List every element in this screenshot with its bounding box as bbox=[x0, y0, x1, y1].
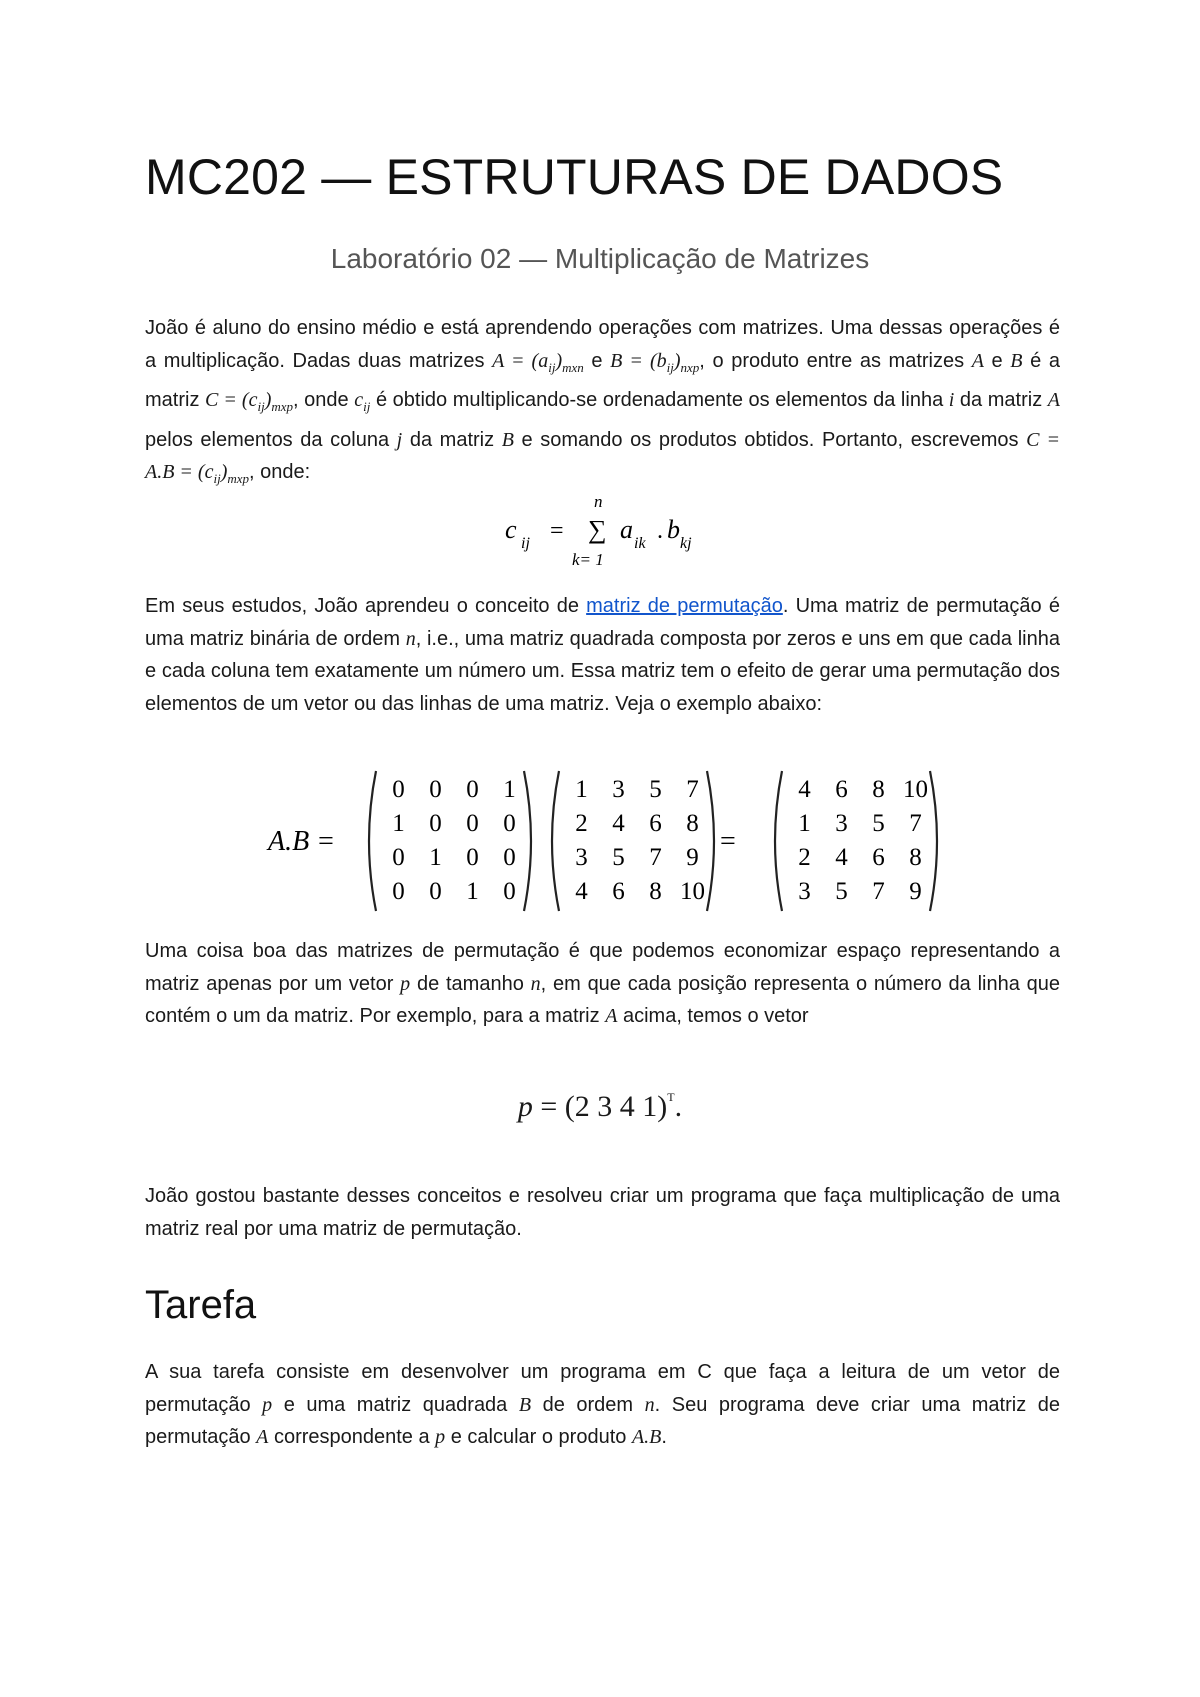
closing-paragraph: João gostou bastante desses conceitos e resolveu criar um programa que faça multiplicação de uma matriz real por uma matriz de permutação. bbox=[145, 1185, 1060, 1240]
matrix-b-cell: 6 bbox=[612, 878, 625, 905]
matrix-c-cell: 9 bbox=[909, 878, 922, 905]
formula-term1: a bbox=[620, 515, 633, 544]
matrix-c-cell: 8 bbox=[872, 776, 885, 803]
intro-text: João é aluno do ensino médio e está aprendendo operações com matrizes. Uma dessas operações é a multiplicação. Dadas duas matrizes bbox=[145, 317, 1060, 372]
matrix-b-cell: 4 bbox=[575, 878, 588, 905]
formula-term2-sub: kj bbox=[680, 535, 692, 552]
matrix-a-cell: 0 bbox=[392, 776, 405, 803]
matrix-b-cell: 2 bbox=[575, 810, 588, 837]
a-left-bracket bbox=[369, 771, 376, 911]
section-heading-tarefa: Tarefa bbox=[145, 1283, 257, 1327]
sigma-symbol: ∑ bbox=[588, 515, 607, 544]
math-inline: $C = A.B = (c_{ij})_{mxp}$ bbox=[145, 428, 1061, 486]
matrix-b-cell: 9 bbox=[686, 844, 699, 871]
example-label: A.B = bbox=[268, 826, 336, 857]
matrix-a-cell: 1 bbox=[429, 844, 442, 871]
matrix-a-cell: 0 bbox=[466, 844, 479, 871]
b-left-bracket bbox=[552, 771, 559, 911]
matrix-c-cell: 4 bbox=[835, 844, 848, 871]
c-left-bracket bbox=[775, 771, 782, 911]
matrix-c-cell: 6 bbox=[872, 844, 885, 871]
matrix-c bbox=[775, 771, 937, 911]
matrix-b-cell: 8 bbox=[686, 810, 699, 837]
matrix-b-cell: 3 bbox=[612, 776, 625, 803]
matrix-b-cell: 1 bbox=[575, 776, 588, 803]
matrix-b bbox=[552, 771, 714, 911]
matrix-a-cell: 0 bbox=[503, 810, 516, 837]
matrix-a-cell: 1 bbox=[466, 878, 479, 905]
matrix-b-cell: 6 bbox=[649, 810, 662, 837]
matrix-c-cell: 7 bbox=[909, 810, 922, 837]
matrix-c-cell: 5 bbox=[872, 810, 885, 837]
matrix-b-cell: 10 bbox=[680, 878, 705, 905]
matrix-a bbox=[369, 771, 531, 911]
matrix-b-cell: 5 bbox=[649, 776, 662, 803]
matrix-c-cell: 8 bbox=[909, 844, 922, 871]
b-right-bracket bbox=[707, 771, 714, 911]
matrix-a-cell: 1 bbox=[392, 810, 405, 837]
matrix-a-cell: 0 bbox=[429, 810, 442, 837]
matrix-a-cell: 0 bbox=[466, 810, 479, 837]
permutation-paragraph: Em seus estudos, João aprendeu o conceito de matriz de permutação. Uma matriz de permutação é uma matriz binária de ordem n, i.e., uma matriz quadrada composta por zeros e uns em que cada linha e cada coluna tem exatamente um número um. Essa matriz tem o efeito de gerar uma permutação dos elementos de um vetor ou das linhas de uma matriz. Veja o exemplo abaixo: bbox=[145, 595, 1060, 715]
formula-equals: = bbox=[550, 518, 564, 544]
document-subtitle: Laboratório 02 — Multiplicação de Matrizes bbox=[330, 243, 870, 274]
intro-paragraph: João é aluno do ensino médio e está aprendendo operações com matrizes. Uma dessas operações é a multiplicação. Dadas duas matrizes $A = (a_{ij})_{mxn}$ e $B = (b_{ij})_{nxp}$, o produto entre as matrizes A e B é a matriz $C = (c_{ij})_{mxp}$, onde $c_{ij}$ é obtido multiplicando-se ordenadamente os elementos da linha i da matriz A pelos elementos da coluna j da matriz B e somando os produtos obtidos. Portanto, escrevemos $C = A.B = (c_{ij})_{mxp}$, onde: bbox=[145, 317, 1061, 486]
matrix-a-cell: 0 bbox=[429, 776, 442, 803]
summation-formula bbox=[0, 490, 1200, 570]
matrix-c-cell: 7 bbox=[872, 878, 885, 905]
example-equals: = bbox=[720, 826, 736, 857]
math-inline: $B = (b_{ij})_{nxp}$ bbox=[610, 349, 700, 375]
c-right-bracket bbox=[930, 771, 937, 911]
a-right-bracket bbox=[524, 771, 531, 911]
formula-dot: . bbox=[657, 518, 663, 544]
matrix-b-cell: 7 bbox=[686, 776, 699, 803]
matrix-a-cell: 0 bbox=[392, 844, 405, 871]
matrix-a-cell: 0 bbox=[429, 878, 442, 905]
matrix-c-cell: 1 bbox=[798, 810, 811, 837]
matrix-c-cell: 10 bbox=[903, 776, 928, 803]
matrix-c-cell: 5 bbox=[835, 878, 848, 905]
matrix-c-cell: 3 bbox=[798, 878, 811, 905]
matrix-b-cell: 7 bbox=[649, 844, 662, 871]
permutation-matrix-link[interactable]: matriz de permutação bbox=[586, 595, 783, 617]
matrix-a-cell: 0 bbox=[503, 844, 516, 871]
formula-lower: k= 1 bbox=[572, 550, 604, 569]
matrix-c-cell: 3 bbox=[835, 810, 848, 837]
matrix-c-cell: 6 bbox=[835, 776, 848, 803]
matrix-c-cell: 4 bbox=[798, 776, 811, 803]
formula-term1-sub: ik bbox=[634, 535, 646, 552]
document-title: MC202 — ESTRUTURAS DE DADOS bbox=[145, 149, 1004, 205]
math-inline: $C = (c_{ij})_{mxp}$ bbox=[205, 389, 294, 414]
matrix-example bbox=[0, 765, 1200, 915]
math-inline: $A = (a_{ij})_{mxn}$ bbox=[492, 349, 584, 375]
matrix-b-cell: 3 bbox=[575, 844, 588, 871]
matrix-b-cell: 4 bbox=[612, 810, 625, 837]
matrix-b-cell: 5 bbox=[612, 844, 625, 871]
formula-term2: b bbox=[667, 515, 680, 544]
matrix-a-cell: 0 bbox=[503, 878, 516, 905]
formula-lhs: c bbox=[505, 515, 517, 544]
matrix-a-cell: 0 bbox=[466, 776, 479, 803]
matrix-a-cell: 1 bbox=[503, 776, 516, 803]
task-paragraph: A sua tarefa consiste em desenvolver um programa em C que faça a leitura de um vetor de permutação p e uma matriz quadrada B de ordem n. Seu programa deve criar uma matriz de permutação A correspondente a p e calcular o produto A.B. bbox=[145, 1361, 1061, 1448]
matrix-c-cell: 2 bbox=[798, 844, 811, 871]
vector-paragraph: Uma coisa boa das matrizes de permutação é que podemos economizar espaço representando a matriz apenas por um vetor p de tamanho n, em que cada posição representa o número da linha que contém o um da matriz. Por exemplo, para a matriz A acima, temos o vetor bbox=[145, 940, 1060, 1027]
matrix-a-cell: 0 bbox=[392, 878, 405, 905]
formula-upper: n bbox=[594, 492, 603, 511]
matrix-b-cell: 8 bbox=[649, 878, 662, 905]
formula-lhs-sub: ij bbox=[521, 535, 530, 552]
vector-formula: p = (2 3 4 1)$^T$. bbox=[517, 1090, 683, 1123]
